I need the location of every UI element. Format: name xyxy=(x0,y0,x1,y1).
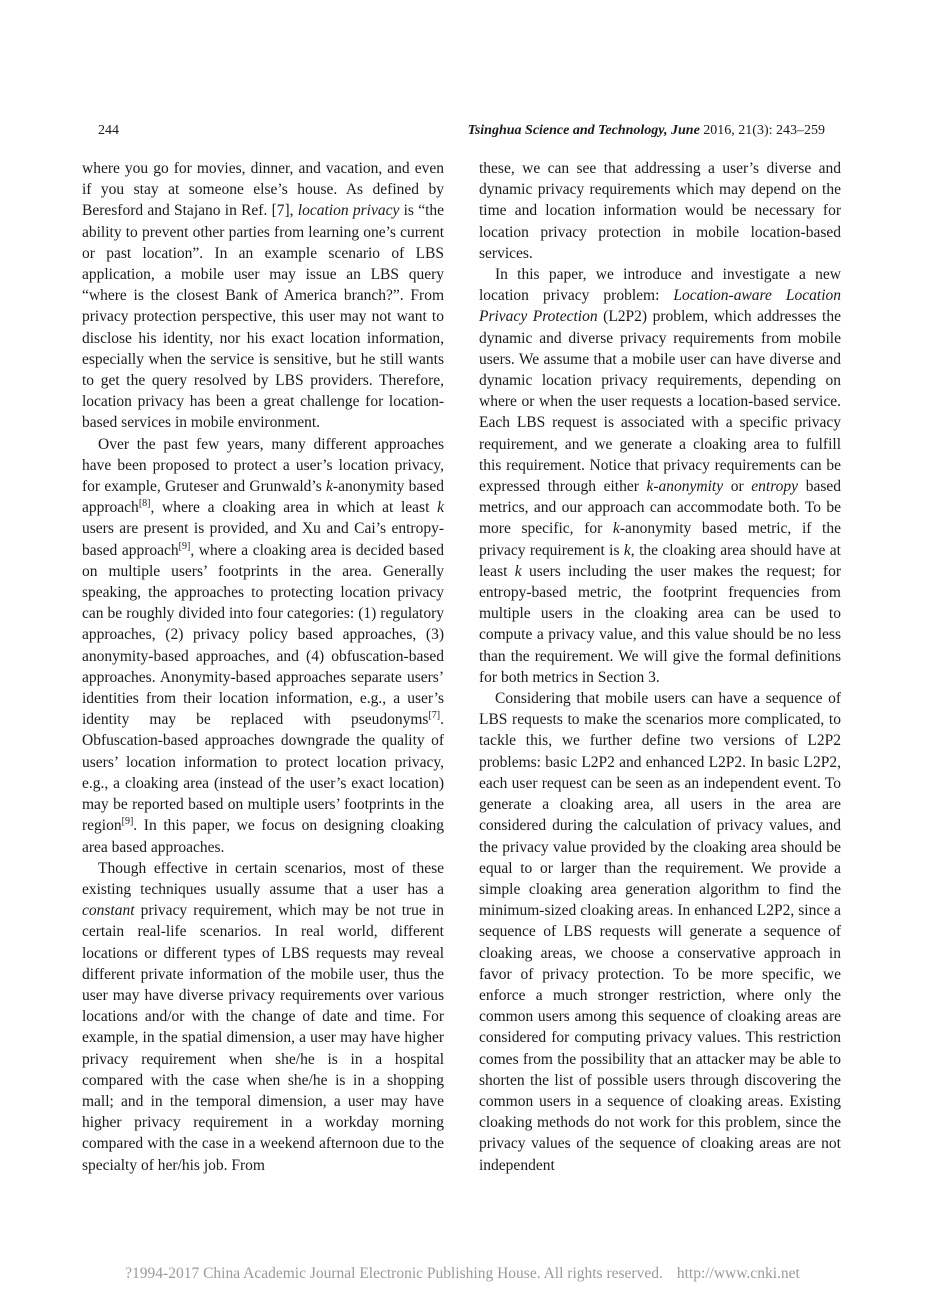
text-run: Though effective in certain scenarios, most of these existing techniques usually assume that a user has a xyxy=(82,859,444,898)
paragraph xyxy=(479,688,841,1176)
text-run: Considering that mobile users can have a sequence of LBS requests to make the scenarios more complicated, to tackle this, we further define two versions of L2P2 problems: basic L2P2 and enhanced L2P2. In basic L2P2, each user request can be seen as an independent event. To generate a cloaking area, all users in the area are considered during the calculation of privacy values, and the privacy value provided by the cloaking area should be equal to or larger than the requirement. We provide a simple cloaking area generation algorithm to find the minimum-sized cloaking areas. In enhanced L2P2, since a sequence of LBS requests will generate a sequence of cloaking areas, we choose a conservative approach in favor of privacy protection. To be more specific, we enforce a much stronger restriction, where only the common users among this sequence of cloaking areas are considered for computing privacy values. This restriction comes from the possibility that an attacker may be able to shorten the list of possible users through discovering the common users in a sequence of cloaking areas. Existing cloaking methods do not work for this problem, since the privacy values of the sequence of cloaking areas are not independent xyxy=(479,690,841,1174)
text-run: privacy requirement, which may be not true in certain real-life scenarios. In real world, different locations or different types of LBS requests may reveal different private information of the mobile user, thus the user may have diverse privacy requirements over various locations and/or with the change of date and time. For example, in the spatial dimension, a user may have higher privacy requirement when she/he is in a hospital compared with the case when she/he is in a shopping mall; and in the temporal dimension, a user may have higher privacy requirement in a workday morning compared with the case in a weekend afternoon due to the specialty of her/his job. From xyxy=(82,902,444,1174)
emphasis: k xyxy=(612,520,620,538)
emphasis: k xyxy=(514,562,522,580)
paragraph xyxy=(82,158,444,434)
right-column xyxy=(479,158,841,1176)
text-run: users including the user makes the request; for entropy-based metric, the footprint frequencies from multiple users in the cloaking area can be used to compute a privacy value, and this value should be no less than the requirement. We will give the formal definitions for both metrics in Section 3. xyxy=(479,562,842,686)
citation-ref: [9] xyxy=(121,816,134,828)
text-run: . In this paper, we focus on designing cloaking area based approaches. xyxy=(82,817,444,856)
paragraph xyxy=(479,264,841,688)
copyright-text: ?1994-2017 China Academic Journal Electronic Publishing House. All rights reserved. xyxy=(125,1265,663,1282)
text-run: Over the past few years, many different approaches have been proposed to protect a user’s location privacy, for example, Gruteser and Grunwald’s xyxy=(82,435,444,496)
text-run: or xyxy=(723,478,752,496)
journal-name: Tsinghua Science and Technology, June xyxy=(467,123,700,138)
text-run: -anonymity based approach xyxy=(82,478,444,517)
text-run: . Obfuscation-based approaches downgrade the quality of users’ location information to protect location privacy, e.g., a cloaking area (instead of the user’s exact location) may be reported based on multiple users’ footprints in the region xyxy=(82,711,444,835)
text-run: , where a cloaking area is decided based on multiple users’ footprints in the area. Generally speaking, the approaches to protecting location privacy can be roughly divided into four categories: (1) regulatory approaches, (2) privacy policy based approaches, (3) anonymity-based approaches, and (4) obfuscation-based approaches. Anonymity-based approaches separate users’ identities from their location information, e.g., a user’s identity may be replaced with pseudonyms xyxy=(82,541,444,729)
text-run: based metrics, and our approach can accommodate both. To be more specific, for xyxy=(479,478,841,538)
emphasis: entropy xyxy=(751,478,799,496)
left-column xyxy=(82,158,444,1176)
footer-url: http://www.cnki.net xyxy=(676,1265,800,1282)
emphasis: k xyxy=(437,499,444,517)
journal-issue: 2016, 21(3): 243–259 xyxy=(699,123,825,138)
emphasis: location privacy xyxy=(297,202,400,220)
text-run: is “the ability to prevent other parties from learning one’s current or past location”. In an example scenario of LBS application, a mobile user may issue an LBS query “where is the closest Bank of America branch?”. From privacy protection perspective, this user may not want to disclose his identity, nor his exact location information, especially when the service is sensitive, but he still wants to get the query resolved by LBS providers. Therefore, location privacy has been a great challenge for location-based services in mobile environment. xyxy=(82,202,445,432)
text-run: In this paper, we introduce and investigate a new location privacy problem: xyxy=(479,266,841,305)
emphasis: constant xyxy=(82,902,135,920)
copyright-footer xyxy=(0,1265,925,1283)
running-header xyxy=(98,123,825,143)
text-run: users are present is provided, and Xu and Cai’s entropy-based approach xyxy=(82,520,444,559)
paragraph xyxy=(82,434,444,858)
citation-ref: [8] xyxy=(138,498,151,510)
page-number: 244 xyxy=(98,123,119,138)
text-run: , the cloaking area should have at least xyxy=(479,541,841,580)
text-run: where you go for movies, dinner, and vacation, and even if you stay at someone else’s house. As defined by Beresford and Stajano in Ref. [7], xyxy=(82,160,444,220)
paragraph xyxy=(82,858,444,1176)
text-run: (L2P2) problem, which addresses the dynamic and diverse privacy requirements from mobile users. We assume that a mobile user can have diverse and dynamic location privacy requirements, depending on where or when the user requests a location-based service. Each LBS request is associated with a specific privacy requirement, and we generate a cloaking area to fulfill this requirement. Notice that privacy requirements can be expressed through either xyxy=(479,308,841,496)
emphasis: Location-aware Location Privacy Protection xyxy=(479,287,841,326)
emphasis: k xyxy=(623,541,631,559)
text-run: -anonymity based metric, if the privacy requirement is xyxy=(479,520,841,559)
text-run: , where a cloaking area in which at least xyxy=(150,499,438,517)
text-run: these, we can see that addressing a user’s diverse and dynamic privacy requirements which may depend on the time and location information would be necessary for location privacy protection in mobile location-based services. xyxy=(479,160,841,262)
citation-ref: [9] xyxy=(178,540,191,552)
emphasis: k xyxy=(326,478,333,496)
emphasis: k-anonymity xyxy=(646,478,724,496)
citation-ref: [7] xyxy=(428,710,441,722)
paragraph xyxy=(479,158,841,264)
journal-citation xyxy=(468,123,825,139)
